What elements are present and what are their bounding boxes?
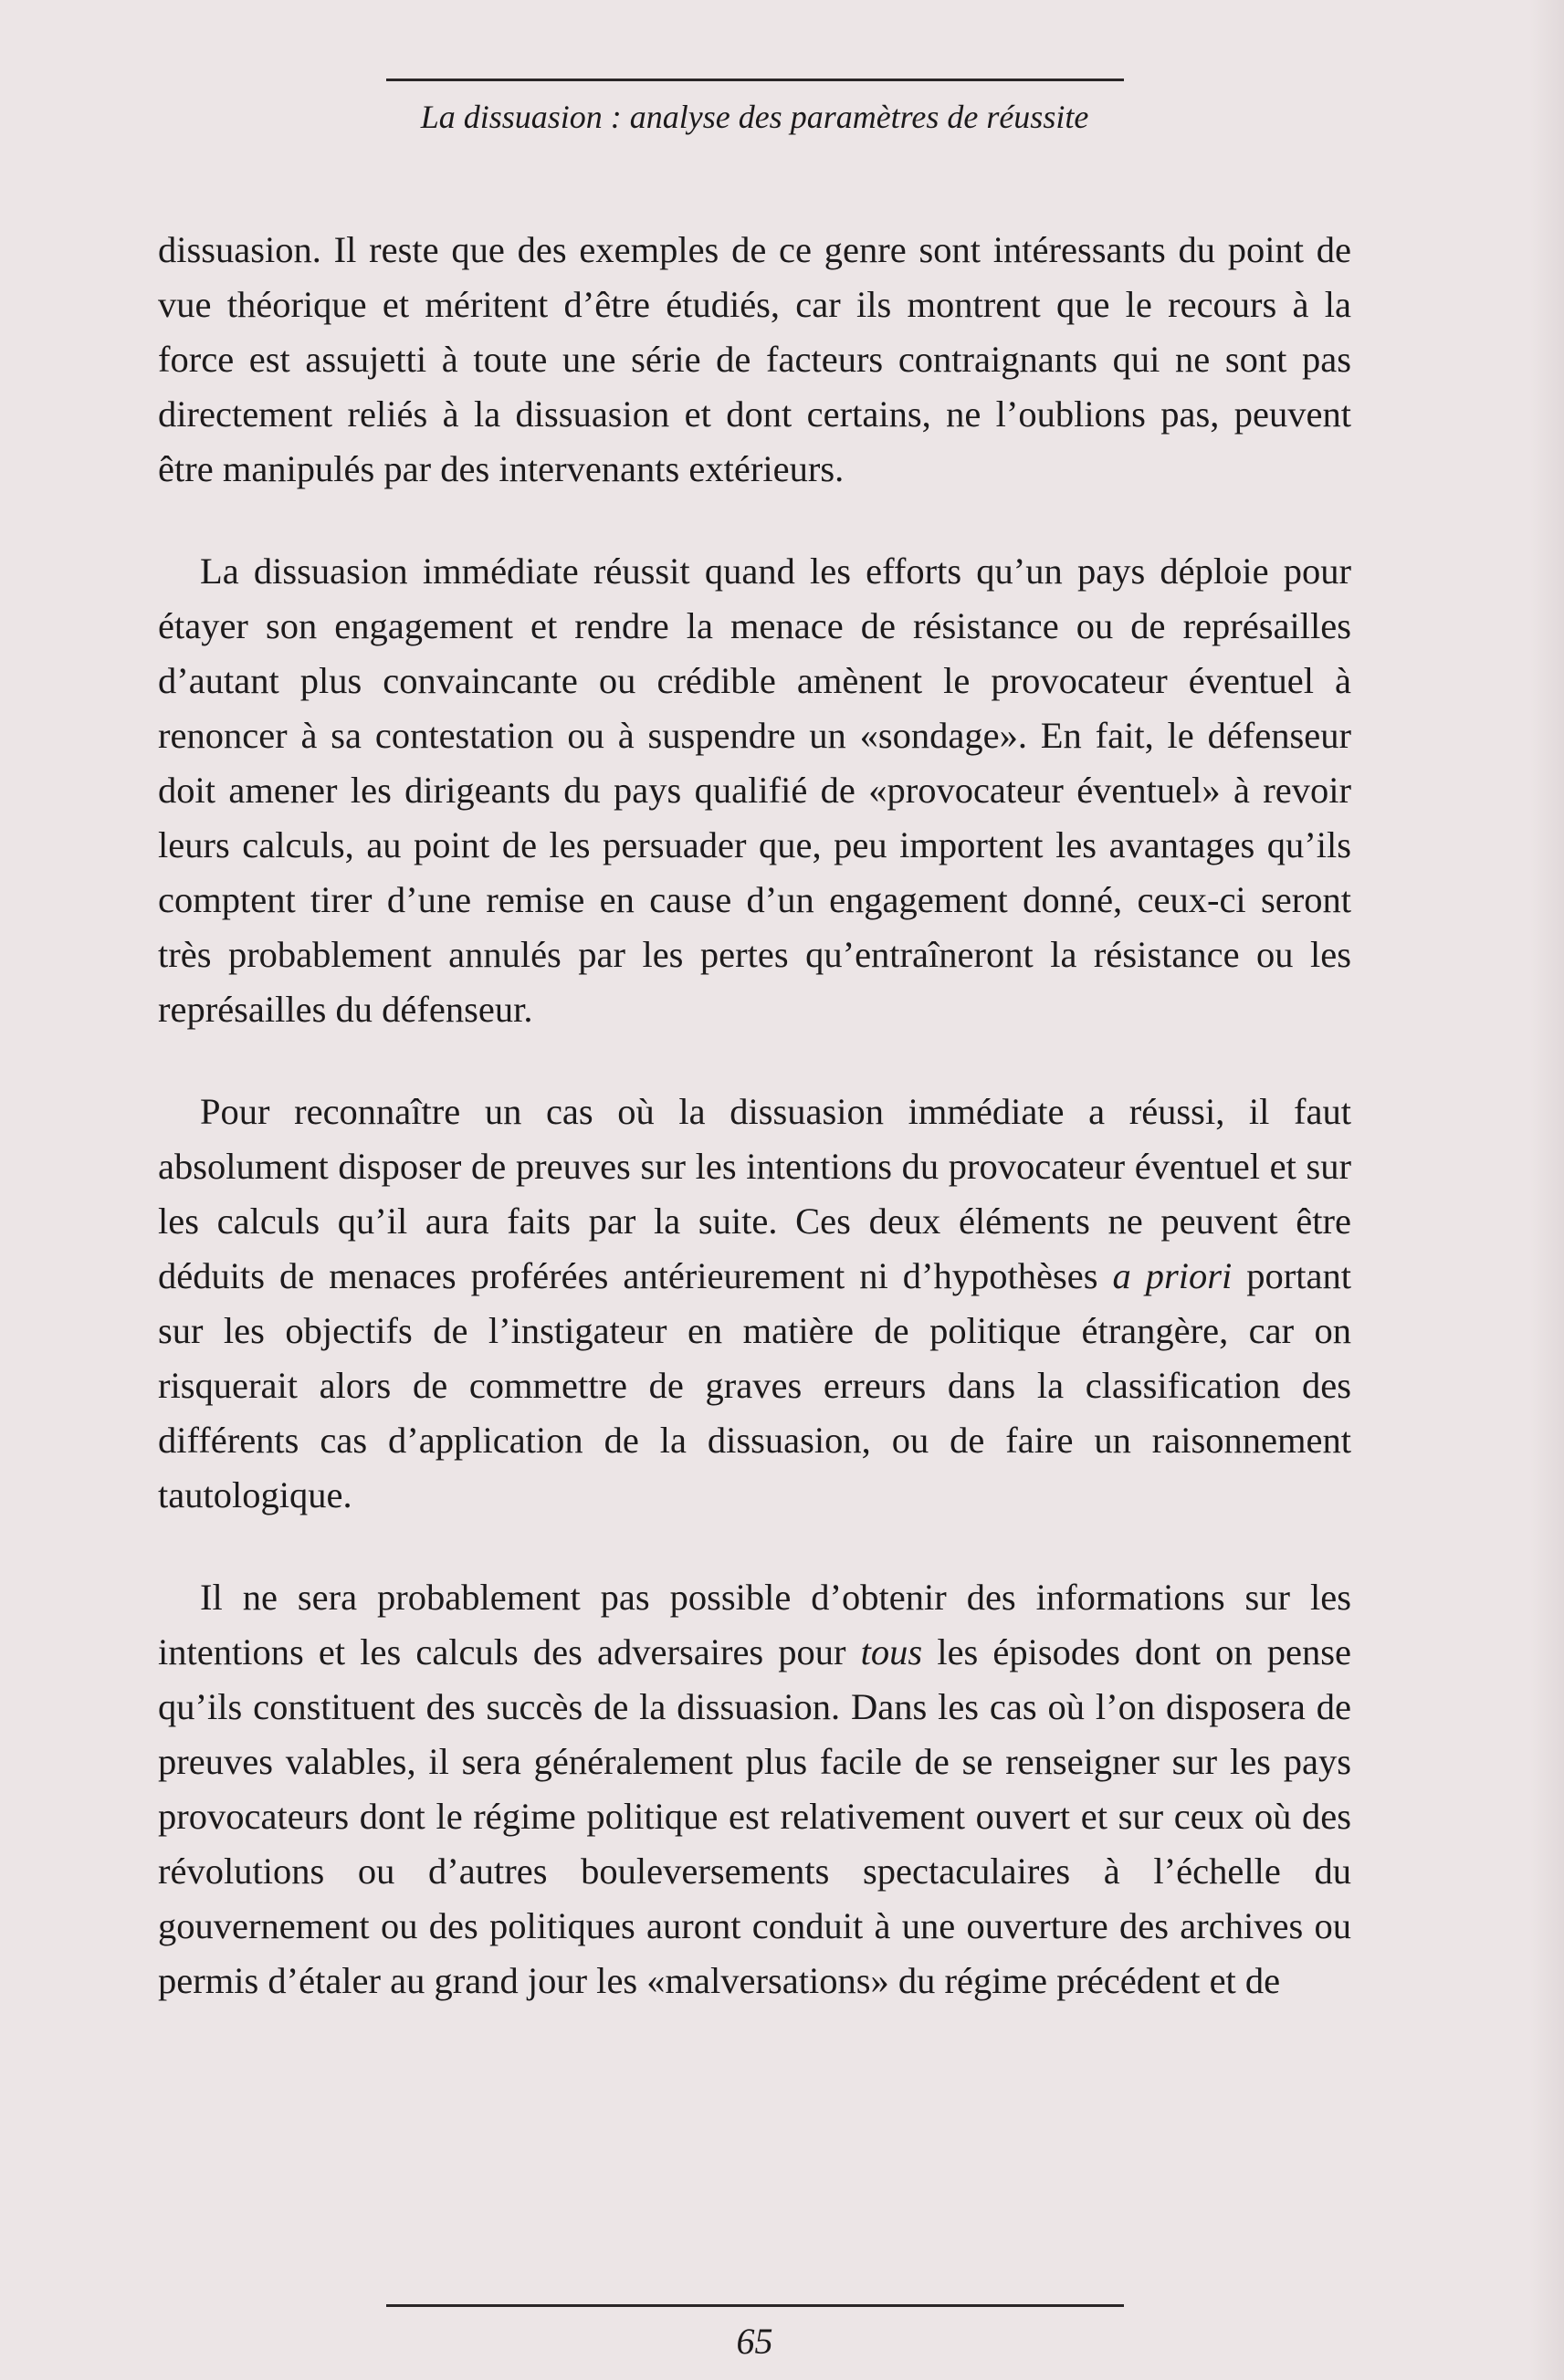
page-edge-shadow	[1529, 0, 1564, 2380]
paragraph-1: dissuasion. Il reste que des exemples de ce genre sont intéressants du point de vue théorique et méritent d’être étudiés, car ils montrent que le recours à la force est assujetti à toute une série de facteurs contraignants qui ne sont pas directement reliés à la dissuasion et dont certains, ne l’oublions pas, peuvent être manipulés par des intervenants extérieurs.	[158, 229, 1351, 489]
body-text	[158, 223, 1351, 2008]
footer-rule	[386, 2304, 1124, 2307]
paragraph-3	[158, 1085, 1351, 1523]
page-number: 65	[736, 2321, 773, 2362]
paragraph-3-text-after: portant sur les objectifs de l’instigateur en matière de politique étrangère, car on risquerait alors de commettre de graves erreurs dans la classification des différents cas d’application de la dissuasion, ou de faire un raisonnement tautologique.	[158, 1255, 1351, 1515]
paragraph-4	[158, 1570, 1351, 2008]
paragraph-4-italic: tous	[860, 1631, 923, 1672]
paragraph-4-text-before: Il ne sera probablement pas possible d’obtenir des informations sur les intentions et les calculs des adversaires pour	[158, 1577, 1351, 1672]
paragraph-4-text-after: les épisodes dont on pense qu’ils constituent des succès de la dissuasion. Dans les cas où l’on disposera de preuves valables, il sera généralement plus facile de se renseigner sur les pays provocateurs dont le régime politique est relativement ouvert et sur ceux où des révolutions ou d’autres bouleversements spectaculaires à l’échelle du gouvernement ou des politiques auront conduit à une ouverture des archives ou permis d’étaler au grand jour les «malversations» du régime précédent et de	[158, 1631, 1351, 2001]
paragraph-2: La dissuasion immédiate réussit quand les efforts qu’un pays déploie pour étayer son engagement et rendre la menace de résistance ou de représailles d’autant plus convaincante ou crédible amènent le provocateur éventuel à renoncer à sa contestation ou à suspendre un «sondage». En fait, le défenseur doit amener les dirigeants du pays qualifié de «provocateur éventuel» à revoir leurs calculs, au point de les persuader que, peu importent les avantages qu’ils comptent tirer d’une remise en cause d’un engagement donné, ceux-ci seront très probablement annulés par les pertes qu’entraîneront la résistance ou les représailles du défenseur.	[158, 550, 1351, 1030]
header-rule	[386, 79, 1124, 81]
running-head: La dissuasion : analyse des paramètres de réussite	[420, 99, 1089, 135]
paragraph-3-italic: a priori	[1112, 1255, 1233, 1296]
paragraph-3-text-before: Pour reconnaître un cas où la dissuasion immédiate a réussi, il faut absolument disposer de preuves sur les intentions du provocateur éventuel et sur les calculs qu’il aura faits par la suite. Ces deux éléments ne peuvent être déduits de menaces proférées antérieurement ni d’hypothèses	[158, 1091, 1351, 1296]
